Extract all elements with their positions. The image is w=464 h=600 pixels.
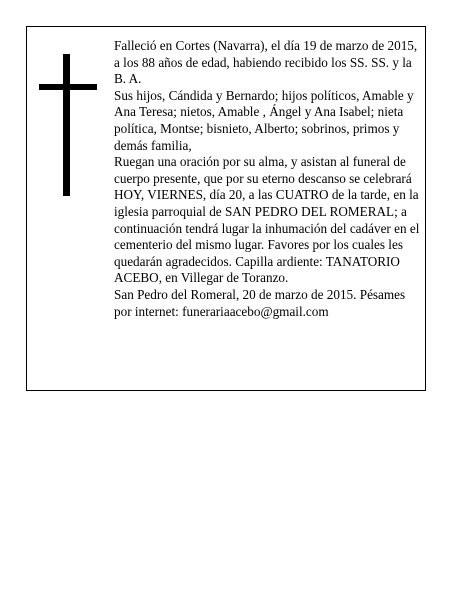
cross-icon	[39, 54, 95, 196]
funeral-details: Ruegan una oración por su alma, y asistan al funeral de cuerpo presente, que por su eterno descanso se celebrará HOY, VIERNES, día 20, a las CUATRO de la tarde, en la iglesia parroquial de SAN PEDRO DEL ROMERAL; a continuación tendrá lugar la inhumación del cadáver en el cementerio del mismo lugar. Favores por los cuales les quedarán agradecidos. Capilla ardiente: TANATORIO ACEBO, en Villegar de Toranzo.	[114, 154, 420, 286]
family-list: Sus hijos, Cándida y Bernardo; hijos políticos, Amable y Ana Teresa; nietos, Amable , Ángel y Ana Isabel; nieta política, Montse; bisnieto, Alberto; sobrinos, primos y demás familia,	[114, 87, 414, 153]
place-date-condolences: San Pedro del Romeral, 20 de marzo de 2015. Pésames por internet: funerariaacebo@gmail.com	[114, 286, 406, 319]
death-announcement: Falleció en Cortes (Navarra), el día 19 de marzo de 2015, a los 88 años de edad, habiendo recibido los SS. SS. y la B. A.	[114, 38, 418, 87]
cross-vertical-bar	[63, 54, 70, 196]
obituary-notice	[26, 26, 426, 391]
obituary-text	[114, 38, 420, 320]
cross-horizontal-bar	[39, 84, 97, 90]
